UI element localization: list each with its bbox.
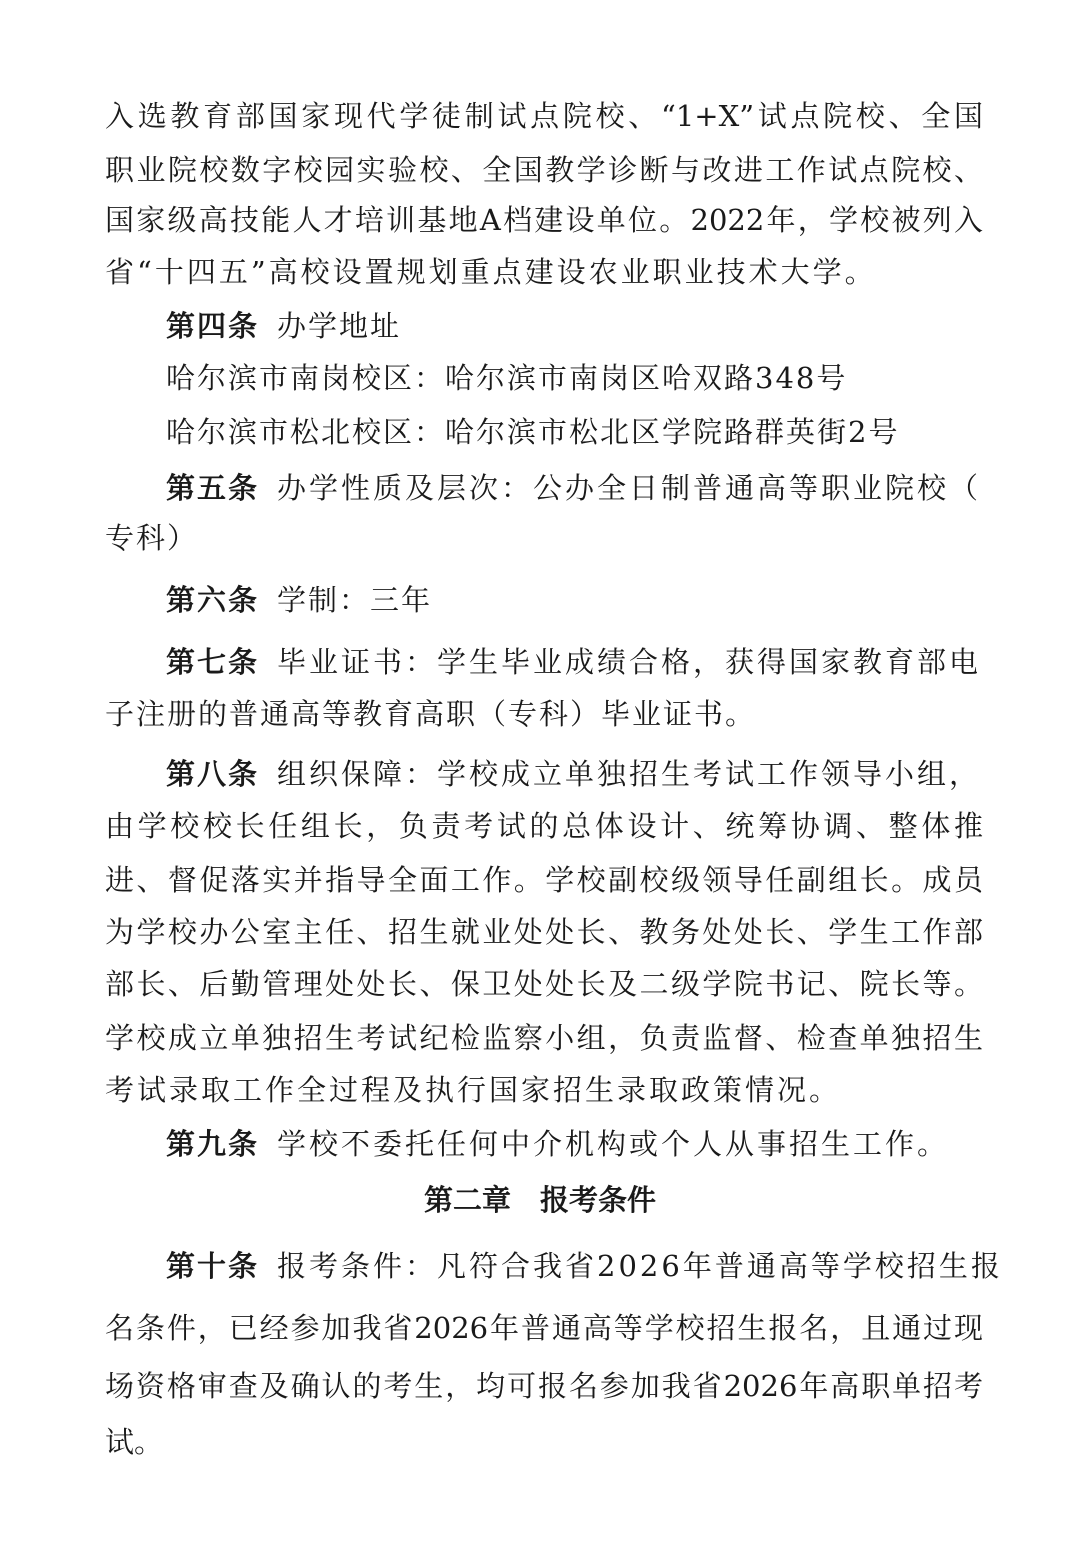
body-line: 入选教育部国家现代学徒制试点院校、“1+X”试点院校、全国 — [105, 99, 983, 133]
article-text: 办学地址 — [277, 309, 402, 343]
body-line: 为学校办公室主任、招生就业处处长、教务处处长、学生工作部 — [105, 915, 983, 949]
body-line: 国家级高技能人才培训基地A档建设单位。2022年，学校被列入 — [105, 203, 983, 237]
article-label: 第五条 — [166, 471, 260, 505]
article-text: 报考条件：凡符合我省2026年普通高等学校招生报 — [277, 1249, 1003, 1283]
body-line: 部长、后勤管理处处长、保卫处处长及二级学院书记、院长等。 — [105, 967, 983, 1001]
article-text: 毕业证书：学生毕业成绩合格，获得国家教育部电 — [277, 645, 982, 679]
article-label: 第七条 — [166, 645, 260, 679]
article-label: 第六条 — [166, 583, 260, 617]
campus-songbei: 哈尔滨市松北校区：哈尔滨市松北区学院路群英街2号 — [166, 415, 900, 449]
article-label: 第八条 — [166, 757, 260, 791]
article-text: 学校不委托任何中介机构或个人从事招生工作。 — [277, 1127, 950, 1161]
body-line: 省“十四五”高校设置规划重点建设农业职业技术大学。 — [105, 255, 877, 289]
campus-nangang: 哈尔滨市南岗校区：哈尔滨市南岗区哈双路348号 — [166, 361, 848, 395]
article-6 — [166, 572, 966, 628]
chapter-heading: 第二章 报考条件 — [423, 1183, 656, 1217]
body-line: 由学校校长任组长，负责考试的总体设计、统筹协调、整体推 — [105, 809, 983, 843]
article-9 — [166, 1116, 966, 1172]
body-line: 场资格审查及确认的考生，均可报名参加我省2026年高职单招考 — [105, 1369, 983, 1403]
article-10 — [166, 1238, 1003, 1294]
body-line: 职业院校数字校园实验校、全国教学诊断与改进工作试点院校、 — [105, 153, 983, 187]
article-label: 第四条 — [166, 309, 260, 343]
article-8 — [166, 746, 986, 802]
article-label: 第十条 — [166, 1249, 260, 1283]
article-text: 办学性质及层次：公办全日制普通高等职业院校（ — [277, 471, 982, 505]
body-line: 子注册的普通高等教育高职（专科）毕业证书。 — [105, 697, 757, 731]
body-line: 考试录取工作全过程及执行国家招生录取政策情况。 — [105, 1073, 842, 1107]
article-text: 学制：三年 — [277, 583, 433, 617]
body-line: 学校成立单独招生考试纪检监察小组，负责监督、检查单独招生 — [105, 1021, 983, 1055]
article-5 — [166, 460, 982, 516]
article-text: 组织保障：学校成立单独招生考试工作领导小组， — [277, 757, 982, 791]
body-line: 专科） — [105, 521, 199, 555]
body-line: 名条件，已经参加我省2026年普通高等学校招生报名，且通过现 — [105, 1311, 983, 1345]
article-4 — [166, 298, 966, 354]
article-label: 第九条 — [166, 1127, 260, 1161]
article-7 — [166, 634, 982, 690]
body-line: 进、督促落实并指导全面工作。学校副校级领导任副组长。成员 — [105, 863, 983, 897]
body-line: 试。 — [105, 1425, 164, 1459]
